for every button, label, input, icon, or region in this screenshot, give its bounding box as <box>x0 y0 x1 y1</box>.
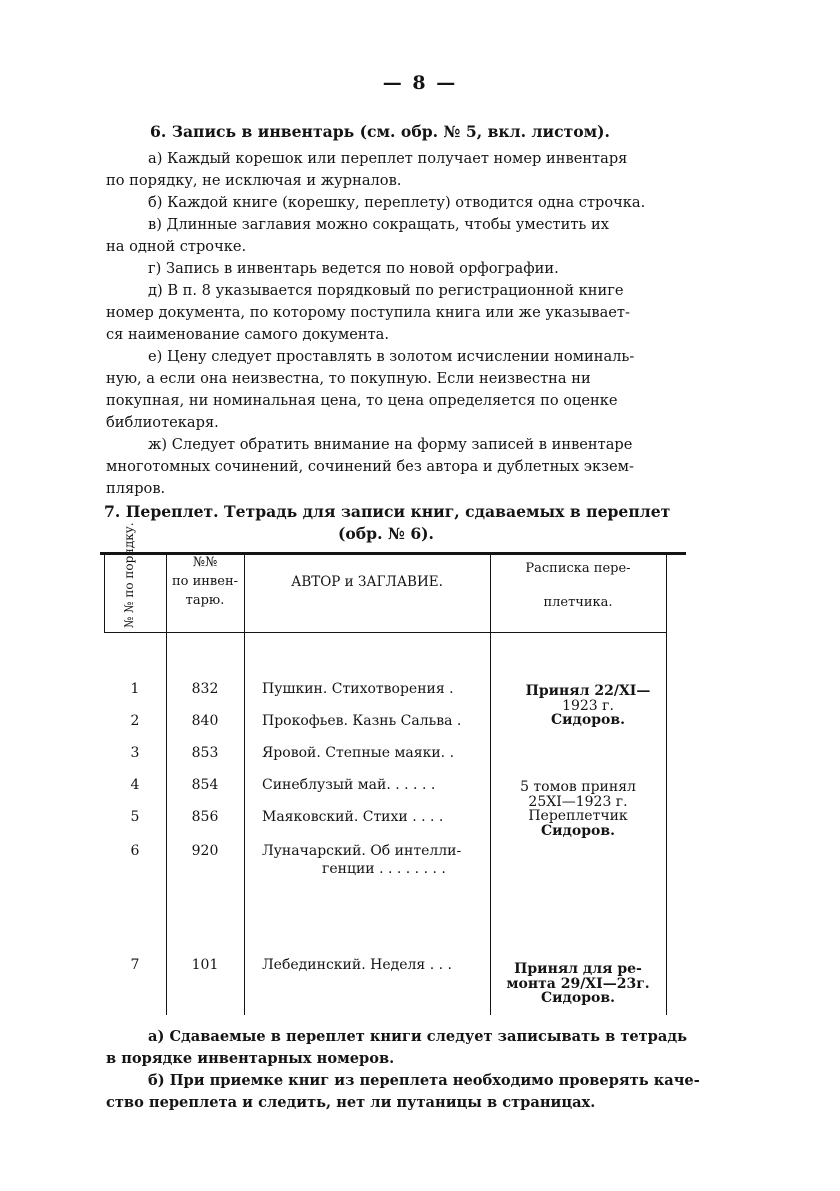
receipt-1-line-1: Принял 22/XI— <box>525 683 651 699</box>
note-a-line-1: а) Сдаваемые в переплет книги следует записывать в тетрадь <box>148 1028 687 1045</box>
row-5-inventory: 856 <box>191 809 219 825</box>
row-6-title-cont: генции . . . . . . . . <box>322 861 446 877</box>
row-4-inventory: 854 <box>191 777 219 793</box>
row-5-number: 5 <box>130 809 140 825</box>
table-right-rule <box>666 555 667 1015</box>
row-7-number: 7 <box>130 957 140 973</box>
section-6-line-13: библиотекаря. <box>106 414 219 431</box>
section-6-line-4: в) Длинные заглавия можно сокращать, чтобы уместить их <box>148 216 609 233</box>
header-order: № № по порядку. <box>122 522 136 628</box>
row-4-number: 4 <box>130 777 140 793</box>
header-author-title: АВТОР и ЗАГЛАВИЕ. <box>291 574 443 590</box>
receipt-1-line-3: Сидоров. <box>551 712 625 729</box>
receipt-2 <box>490 780 666 839</box>
row-3-title: Яровой. Степные маяки. . <box>262 745 455 761</box>
row-3-number: 3 <box>130 745 140 761</box>
row-1-title: Пушкин. Стихотворения . <box>262 681 454 697</box>
row-6-number: 6 <box>130 843 140 859</box>
section-6-line-10: е) Цену следует проставлять в золотом исчислении номиналь- <box>148 348 635 365</box>
section-7-heading-line-1: 7. Переплет. Тетрадь для записи книг, сдаваемых в переплет <box>104 502 671 521</box>
receipt-3-line-3: Сидоров. <box>541 990 615 1007</box>
section-6-line-9: ся наименование самого документа. <box>106 326 390 343</box>
note-a-line-2: в порядке инвентарных номеров. <box>106 1050 395 1067</box>
section-6-line-16: пляров. <box>106 480 166 497</box>
header-inventory-2: по инвен- <box>171 574 239 589</box>
header-inventory-1: №№ <box>192 555 218 570</box>
receipt-1 <box>500 684 676 728</box>
receipt-3-line-1: Принял для ре- <box>514 961 642 977</box>
row-6-title: Луначарский. Об интелли- <box>262 843 462 859</box>
row-6-inventory: 920 <box>191 843 219 859</box>
row-5-title: Маяковский. Стихи . . . . <box>262 809 444 825</box>
row-4-title: Синеблузый май. . . . . . <box>262 777 436 793</box>
receipt-3 <box>490 962 666 1006</box>
row-2-number: 2 <box>130 713 140 729</box>
section-7-heading-line-2: (обр. № 6). <box>338 524 434 543</box>
row-1-inventory: 832 <box>191 681 219 697</box>
section-6-line-11: ную, а если она неизвестна, то покупную. Если неизвестна ни <box>106 370 591 387</box>
section-6-line-7: д) В п. 8 указывается порядковый по регистрационной книге <box>148 282 624 299</box>
section-6-line-14: ж) Следует обратить внимание на форму записей в инвентаре <box>148 436 633 453</box>
receipt-2-line-3: Переплетчик <box>528 808 628 825</box>
section-6-heading: 6. Запись в инвентарь (см. обр. № 5, вкл. листом). <box>150 122 610 141</box>
table-left-rule <box>104 555 105 633</box>
page-number: — 8 — <box>382 72 458 94</box>
header-receipt-1: Расписка пере- <box>525 561 631 576</box>
receipt-3-line-2: монта 29/XI—23г. <box>506 975 650 992</box>
section-6-line-12: покупная, ни номинальная цена, то цена определяется по оценке <box>106 392 618 409</box>
row-7-inventory: 101 <box>191 957 219 973</box>
row-3-inventory: 853 <box>191 745 219 761</box>
note-b-line-1: б) При приемке книг из переплета необходимо проверять каче- <box>148 1072 700 1089</box>
table-header-rule <box>104 632 666 633</box>
section-6-line-8: номер документа, по которому поступила книга или же указывает- <box>106 304 630 321</box>
receipt-1-line-2: 1923 г. <box>562 697 614 714</box>
header-inventory-3: тарю. <box>185 593 225 608</box>
section-6-line-1: а) Каждый корешок или переплет получает номер инвентаря <box>148 150 628 167</box>
section-6-line-2: по порядку, не исключая и журналов. <box>106 172 402 189</box>
receipt-2-line-4: Сидоров. <box>541 823 615 840</box>
section-6-line-3: б) Каждой книге (корешку, переплету) отводится одна строчка. <box>148 194 646 211</box>
receipt-2-line-1: 5 томов принял <box>520 779 636 795</box>
header-receipt-2: плетчика. <box>543 595 613 610</box>
receipt-2-line-2: 25XI—1923 г. <box>528 793 628 810</box>
row-7-title: Лебединский. Неделя . . . <box>262 957 452 973</box>
row-2-inventory: 840 <box>191 713 219 729</box>
section-6-line-6: г) Запись в инвентарь ведется по новой орфографии. <box>148 260 559 277</box>
row-1-number: 1 <box>130 681 140 697</box>
note-b-line-2: ство переплета и следить, нет ли путаницы в страницах. <box>106 1094 596 1111</box>
row-2-title: Прокофьев. Казнь Сальва . <box>262 713 462 729</box>
section-6-line-5: на одной строчке. <box>106 238 247 255</box>
section-6-line-15: многотомных сочинений, сочинений без автора и дублетных экзем- <box>106 458 634 475</box>
table-col-rule-2 <box>244 555 245 1015</box>
